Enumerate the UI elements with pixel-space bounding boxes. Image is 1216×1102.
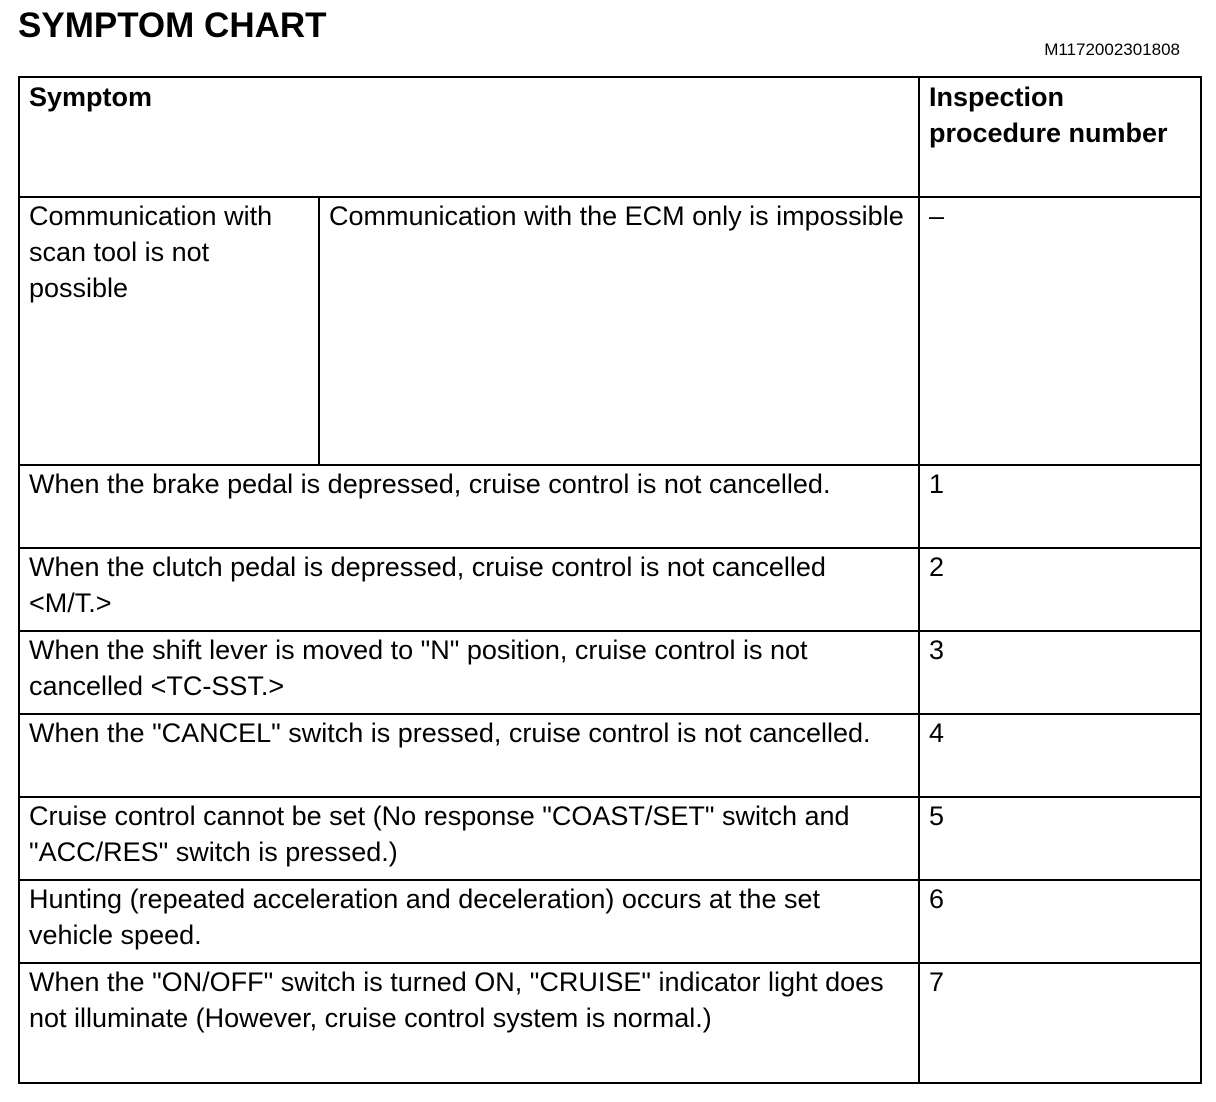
procedure-number-cell: 4 [919, 714, 1201, 797]
symptom-cell: Cruise control cannot be set (No response "COAST/SET" switch and "ACC/RES" switch is pressed.) [19, 797, 919, 880]
table-row [19, 631, 1201, 714]
symptom-cell: When the brake pedal is depressed, cruise control is not cancelled. [19, 465, 919, 548]
symptom-cell: When the shift lever is moved to "N" position, cruise control is not cancelled <TC-SST.> [19, 631, 919, 714]
procedure-number-cell: 7 [919, 963, 1201, 1083]
table-header-row [19, 77, 1201, 197]
symptom-detail-cell: Communication with the ECM only is impossible [319, 197, 919, 465]
symptom-cell: When the clutch pedal is depressed, cruise control is not cancelled <M/T.> [19, 548, 919, 631]
procedure-number-cell: 5 [919, 797, 1201, 880]
symptom-table [18, 76, 1202, 1084]
symptom-cell: Hunting (repeated acceleration and deceleration) occurs at the set vehicle speed. [19, 880, 919, 963]
table-row [19, 714, 1201, 797]
symptom-cell: When the "ON/OFF" switch is turned ON, "CRUISE" indicator light does not illuminate (However, cruise control system is normal.) [19, 963, 919, 1083]
procedure-number-cell: 3 [919, 631, 1201, 714]
page-title: SYMPTOM CHART [18, 6, 327, 45]
symptom-cell: When the "CANCEL" switch is pressed, cruise control is not cancelled. [19, 714, 919, 797]
table-row [19, 465, 1201, 548]
document-id: M1172002301808 [1044, 40, 1180, 59]
procedure-number-cell: – [919, 197, 1201, 465]
inspection-column-header: Inspection procedure number [919, 77, 1201, 197]
symptom-column-header: Symptom [19, 77, 919, 197]
table-row [19, 197, 1201, 465]
table-row [19, 880, 1201, 963]
table-row [19, 797, 1201, 880]
table-row [19, 963, 1201, 1083]
procedure-number-cell: 1 [919, 465, 1201, 548]
table-row [19, 548, 1201, 631]
procedure-number-cell: 2 [919, 548, 1201, 631]
symptom-group-cell: Communication with scan tool is not possible [19, 197, 319, 465]
procedure-number-cell: 6 [919, 880, 1201, 963]
